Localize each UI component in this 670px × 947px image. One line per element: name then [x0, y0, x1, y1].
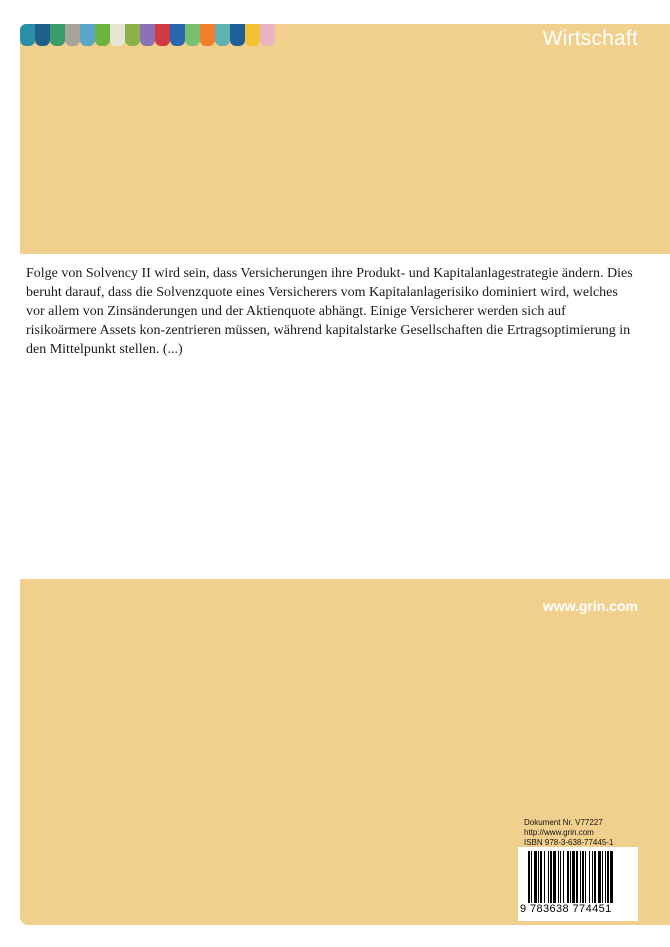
color-tab	[110, 24, 125, 46]
barcode-digits: 9 783638 774451	[520, 903, 612, 915]
color-tabs	[20, 24, 275, 46]
barcode-bar	[560, 851, 561, 903]
barcode-bar	[598, 851, 601, 903]
barcode-bar	[592, 851, 593, 903]
barcode-bar	[585, 851, 586, 903]
document-meta	[524, 818, 613, 848]
barcode-bar	[580, 851, 581, 903]
barcode-bar	[563, 851, 564, 903]
color-tab	[230, 24, 245, 46]
isbn-number: ISBN 978-3-638-77445-1	[524, 838, 614, 847]
barcode-bar	[558, 851, 559, 903]
barcode-bars	[528, 851, 634, 903]
color-tab	[35, 24, 50, 46]
document-url[interactable]: http://www.grin.com	[524, 828, 594, 837]
barcode-bar	[544, 851, 545, 903]
color-tab	[260, 24, 275, 46]
color-tab	[95, 24, 110, 46]
document-number: Dokument Nr. V77227	[524, 818, 603, 827]
description-text: Folge von Solvency II wird sein, dass Versicherungen ihre Produkt- und Kapitalanlagestrategie ändern. Dies beruht darauf, dass die Solvenzquote eines Versicherers vom Kapitalanlagerisiko dominiert wird, welches vor allem von Zinsänderungen und der Aktienquote abhängt. Einige Versicherer werden sich auf risikoärmere Assets kon-zentrieren müssen, während kapitalstarke Gesellschaften die Ertragsoptimierung in den Mittelpunkt stellen. (...)	[26, 266, 633, 357]
color-tab	[80, 24, 95, 46]
color-tab	[65, 24, 80, 46]
category-title: Wirtschaft	[542, 27, 638, 50]
barcode-bar	[572, 851, 575, 903]
barcode-bar	[538, 851, 539, 903]
barcode-bar	[605, 851, 606, 903]
barcode-bar	[534, 851, 537, 903]
cover-top-panel	[20, 24, 670, 254]
color-tab	[215, 24, 230, 46]
color-tab	[245, 24, 260, 46]
barcode-bar	[576, 851, 578, 903]
barcode-bar	[582, 851, 584, 903]
barcode	[518, 847, 638, 921]
barcode-bar	[528, 851, 530, 903]
barcode-bar	[607, 851, 609, 903]
barcode-bar	[548, 851, 549, 903]
barcode-bar	[610, 851, 613, 903]
website-link[interactable]: www.grin.com	[542, 598, 638, 614]
barcode-bar	[567, 851, 569, 903]
barcode-bar	[550, 851, 552, 903]
barcode-bar	[540, 851, 542, 903]
barcode-bar	[570, 851, 571, 903]
color-tab	[170, 24, 185, 46]
color-tab	[140, 24, 155, 46]
barcode-bar	[589, 851, 590, 903]
barcode-bar	[602, 851, 603, 903]
color-tab	[155, 24, 170, 46]
barcode-bar	[553, 851, 556, 903]
barcode-bar	[594, 851, 596, 903]
barcode-bar	[531, 851, 532, 903]
color-tab	[125, 24, 140, 46]
color-tab	[20, 24, 35, 46]
color-tab	[200, 24, 215, 46]
color-tab	[185, 24, 200, 46]
color-tab	[50, 24, 65, 46]
